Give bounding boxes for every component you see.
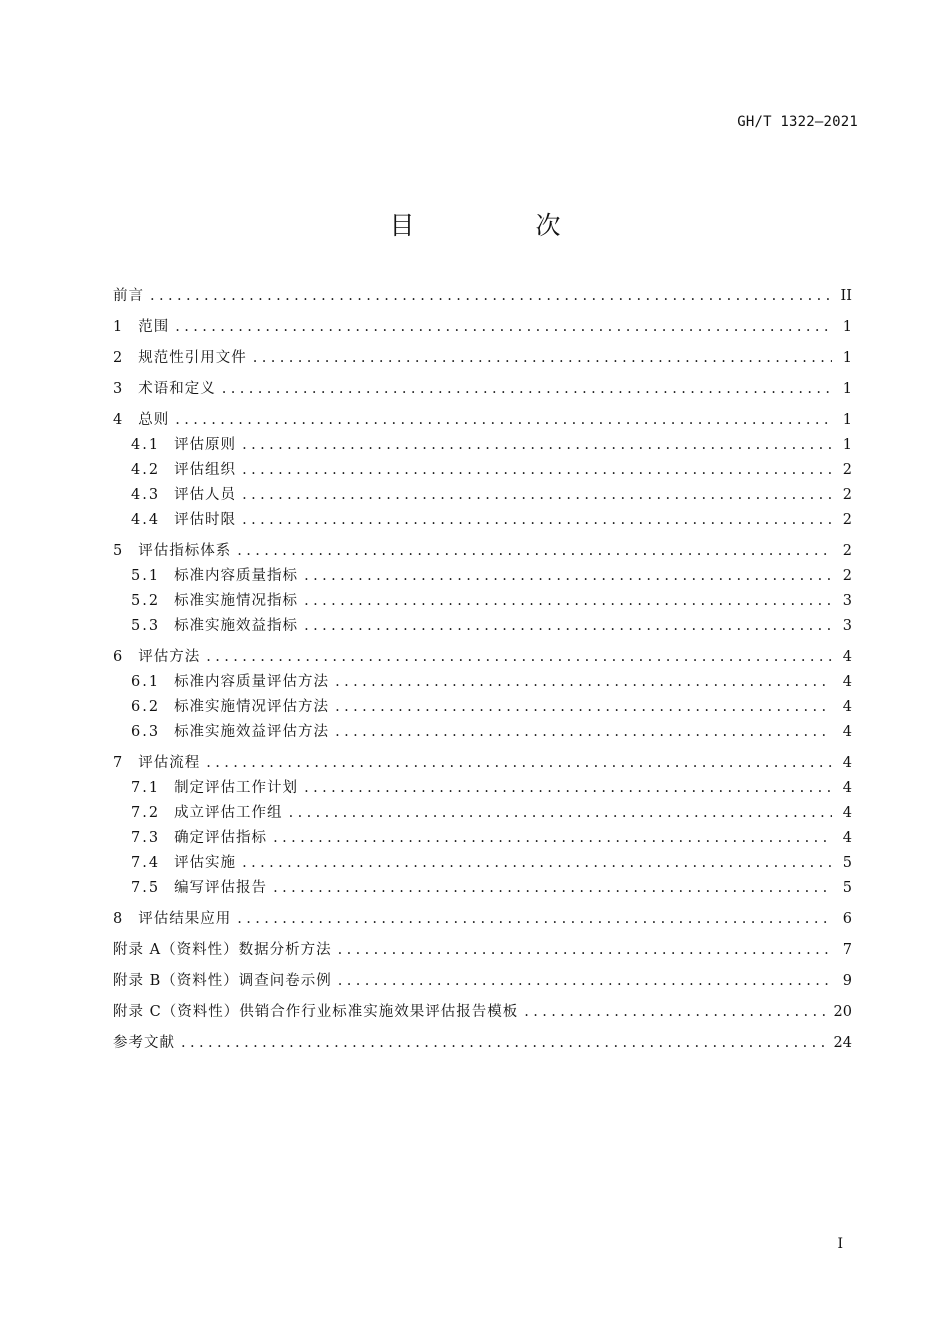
toc-entry-page: 2 xyxy=(842,568,852,584)
toc-dot-leader xyxy=(175,319,832,335)
toc-entry-page: 2 xyxy=(842,543,852,559)
toc-entry-page: 4 xyxy=(842,780,852,796)
toc-entry-label: 评估方法 xyxy=(138,649,201,665)
toc-entry-label: 标准实施情况指标 xyxy=(174,593,299,609)
toc-entry[interactable] xyxy=(113,826,852,851)
toc-entry-page: 3 xyxy=(842,593,852,609)
toc-dot-leader xyxy=(206,649,832,665)
toc-entry-label: 标准内容质量指标 xyxy=(174,568,299,584)
toc-dot-leader xyxy=(222,381,832,397)
toc-entry-label: 评估人员 xyxy=(174,487,237,503)
toc-entry[interactable] xyxy=(113,346,852,371)
toc-entry-number: 5.3 xyxy=(131,618,161,634)
toc-entry[interactable] xyxy=(113,776,852,801)
page-title: 目 次 xyxy=(389,211,609,240)
toc-dot-leader xyxy=(304,780,832,796)
toc-entry-page: 4 xyxy=(842,724,852,740)
table-of-contents xyxy=(113,284,852,1056)
toc-entry-page: 4 xyxy=(842,830,852,846)
toc-dot-leader xyxy=(242,512,832,528)
toc-entry[interactable] xyxy=(113,751,852,776)
toc-entry-page: 4 xyxy=(842,649,852,665)
toc-entry-number: 4.1 xyxy=(131,437,161,453)
toc-entry[interactable] xyxy=(113,851,852,876)
standard-code: GH/T 1322—2021 xyxy=(737,114,858,130)
toc-entry-page: 4 xyxy=(842,805,852,821)
toc-entry-label: 附录 A（资料性）数据分析方法 xyxy=(113,942,332,958)
toc-entry-label: 评估时限 xyxy=(174,512,237,528)
toc-entry[interactable] xyxy=(113,907,852,932)
toc-dot-leader xyxy=(237,543,832,559)
toc-entry-label: 评估原则 xyxy=(174,437,237,453)
toc-dot-leader xyxy=(273,880,832,896)
toc-entry-page: 20 xyxy=(833,1004,852,1020)
toc-entry-number: 3 xyxy=(113,381,125,397)
page-number: I xyxy=(837,1236,843,1252)
toc-entry-number: 1 xyxy=(113,319,125,335)
toc-entry[interactable] xyxy=(113,969,852,994)
toc-entry[interactable] xyxy=(113,483,852,508)
toc-entry[interactable] xyxy=(113,695,852,720)
toc-entry-number: 6 xyxy=(113,649,125,665)
toc-dot-leader xyxy=(273,830,832,846)
toc-entry-number: 4.4 xyxy=(131,512,161,528)
toc-dot-leader xyxy=(237,911,832,927)
toc-dot-leader xyxy=(150,288,832,304)
toc-entry[interactable] xyxy=(113,433,852,458)
toc-entry-page: 9 xyxy=(842,973,852,989)
toc-entry-label: 范围 xyxy=(138,319,170,335)
toc-entry-number: 2 xyxy=(113,350,125,366)
toc-entry[interactable] xyxy=(113,539,852,564)
toc-entry-label: 参考文献 xyxy=(113,1035,175,1051)
toc-entry-page: 5 xyxy=(842,855,852,871)
toc-dot-leader xyxy=(335,674,832,690)
toc-entry-page: 7 xyxy=(842,942,852,958)
toc-entry-page: 4 xyxy=(842,755,852,771)
toc-entry[interactable] xyxy=(113,938,852,963)
toc-dot-leader xyxy=(253,350,832,366)
toc-entry-number: 4.3 xyxy=(131,487,161,503)
toc-dot-leader xyxy=(304,618,832,634)
toc-entry-label: 评估组织 xyxy=(174,462,237,478)
toc-dot-leader xyxy=(304,568,832,584)
toc-entry-number: 7.1 xyxy=(131,780,161,796)
toc-entry-label: 编写评估报告 xyxy=(174,880,268,896)
toc-entry[interactable] xyxy=(113,589,852,614)
toc-dot-leader xyxy=(242,487,832,503)
toc-entry[interactable] xyxy=(113,458,852,483)
toc-entry-number: 4 xyxy=(113,412,125,428)
toc-entry-number: 6.1 xyxy=(131,674,161,690)
toc-dot-leader xyxy=(175,412,832,428)
toc-entry-number: 7.2 xyxy=(131,805,161,821)
toc-entry[interactable] xyxy=(113,377,852,402)
toc-entry-number: 6.2 xyxy=(131,699,161,715)
toc-dot-leader xyxy=(181,1035,826,1051)
toc-dot-leader xyxy=(304,593,832,609)
toc-entry-label: 评估结果应用 xyxy=(138,911,232,927)
toc-entry[interactable] xyxy=(113,670,852,695)
toc-entry-number: 8 xyxy=(113,911,125,927)
toc-entry-page: 24 xyxy=(833,1035,852,1051)
toc-entry-page: 1 xyxy=(842,319,852,335)
toc-entry-number: 4.2 xyxy=(131,462,161,478)
toc-entry-page: II xyxy=(840,288,852,304)
toc-dot-leader xyxy=(524,1004,825,1020)
toc-entry-label: 成立评估工作组 xyxy=(174,805,283,821)
toc-entry-label: 总则 xyxy=(138,412,170,428)
toc-entry-label: 标准实施情况评估方法 xyxy=(174,699,330,715)
toc-entry-label: 评估指标体系 xyxy=(138,543,232,559)
toc-entry[interactable] xyxy=(113,564,852,589)
toc-entry-page: 2 xyxy=(842,512,852,528)
toc-dot-leader xyxy=(335,724,832,740)
toc-entry-number: 7 xyxy=(113,755,125,771)
toc-entry-label: 标准内容质量评估方法 xyxy=(174,674,330,690)
toc-entry-page: 4 xyxy=(842,674,852,690)
toc-entry-number: 7.3 xyxy=(131,830,161,846)
toc-entry-number: 7.4 xyxy=(131,855,161,871)
toc-dot-leader xyxy=(242,462,832,478)
toc-entry-page: 1 xyxy=(842,381,852,397)
toc-dot-leader xyxy=(338,973,832,989)
toc-entry-label: 前言 xyxy=(113,288,144,304)
toc-entry-number: 7.5 xyxy=(131,880,161,896)
toc-dot-leader xyxy=(242,437,832,453)
toc-entry-label: 标准实施效益指标 xyxy=(174,618,299,634)
toc-entry-page: 2 xyxy=(842,487,852,503)
toc-entry-number: 6.3 xyxy=(131,724,161,740)
toc-entry[interactable] xyxy=(113,1031,852,1056)
toc-entry[interactable] xyxy=(113,645,852,670)
toc-dot-leader xyxy=(289,805,832,821)
toc-entry-page: 1 xyxy=(842,350,852,366)
toc-entry[interactable] xyxy=(113,876,852,901)
toc-entry-page: 2 xyxy=(842,462,852,478)
toc-entry-number: 5.1 xyxy=(131,568,161,584)
toc-dot-leader xyxy=(206,755,832,771)
toc-dot-leader xyxy=(242,855,832,871)
toc-entry[interactable] xyxy=(113,614,852,639)
toc-entry-label: 评估实施 xyxy=(174,855,237,871)
toc-entry-page: 6 xyxy=(842,911,852,927)
toc-entry-label: 术语和定义 xyxy=(138,381,216,397)
toc-dot-leader xyxy=(335,699,832,715)
toc-entry-label: 附录 B（资料性）调查问卷示例 xyxy=(113,973,332,989)
toc-entry-page: 3 xyxy=(842,618,852,634)
toc-entry-page: 1 xyxy=(842,437,852,453)
toc-entry[interactable] xyxy=(113,408,852,433)
toc-entry-number: 5 xyxy=(113,543,125,559)
toc-entry[interactable] xyxy=(113,720,852,745)
toc-entry[interactable] xyxy=(113,801,852,826)
toc-entry-label: 标准实施效益评估方法 xyxy=(174,724,330,740)
toc-entry[interactable] xyxy=(113,315,852,340)
toc-entry-page: 5 xyxy=(842,880,852,896)
toc-entry-label: 规范性引用文件 xyxy=(138,350,247,366)
toc-dot-leader xyxy=(338,942,832,958)
toc-entry-page: 4 xyxy=(842,699,852,715)
toc-entry[interactable] xyxy=(113,1000,852,1025)
toc-entry-label: 附录 C（资料性）供销合作行业标准实施效果评估报告模板 xyxy=(113,1004,519,1020)
toc-entry-label: 制定评估工作计划 xyxy=(174,780,299,796)
toc-entry-page: 1 xyxy=(842,412,852,428)
toc-entry[interactable] xyxy=(113,508,852,533)
toc-entry[interactable] xyxy=(113,284,852,309)
toc-entry-label: 确定评估指标 xyxy=(174,830,268,846)
toc-entry-number: 5.2 xyxy=(131,593,161,609)
toc-entry-label: 评估流程 xyxy=(138,755,201,771)
